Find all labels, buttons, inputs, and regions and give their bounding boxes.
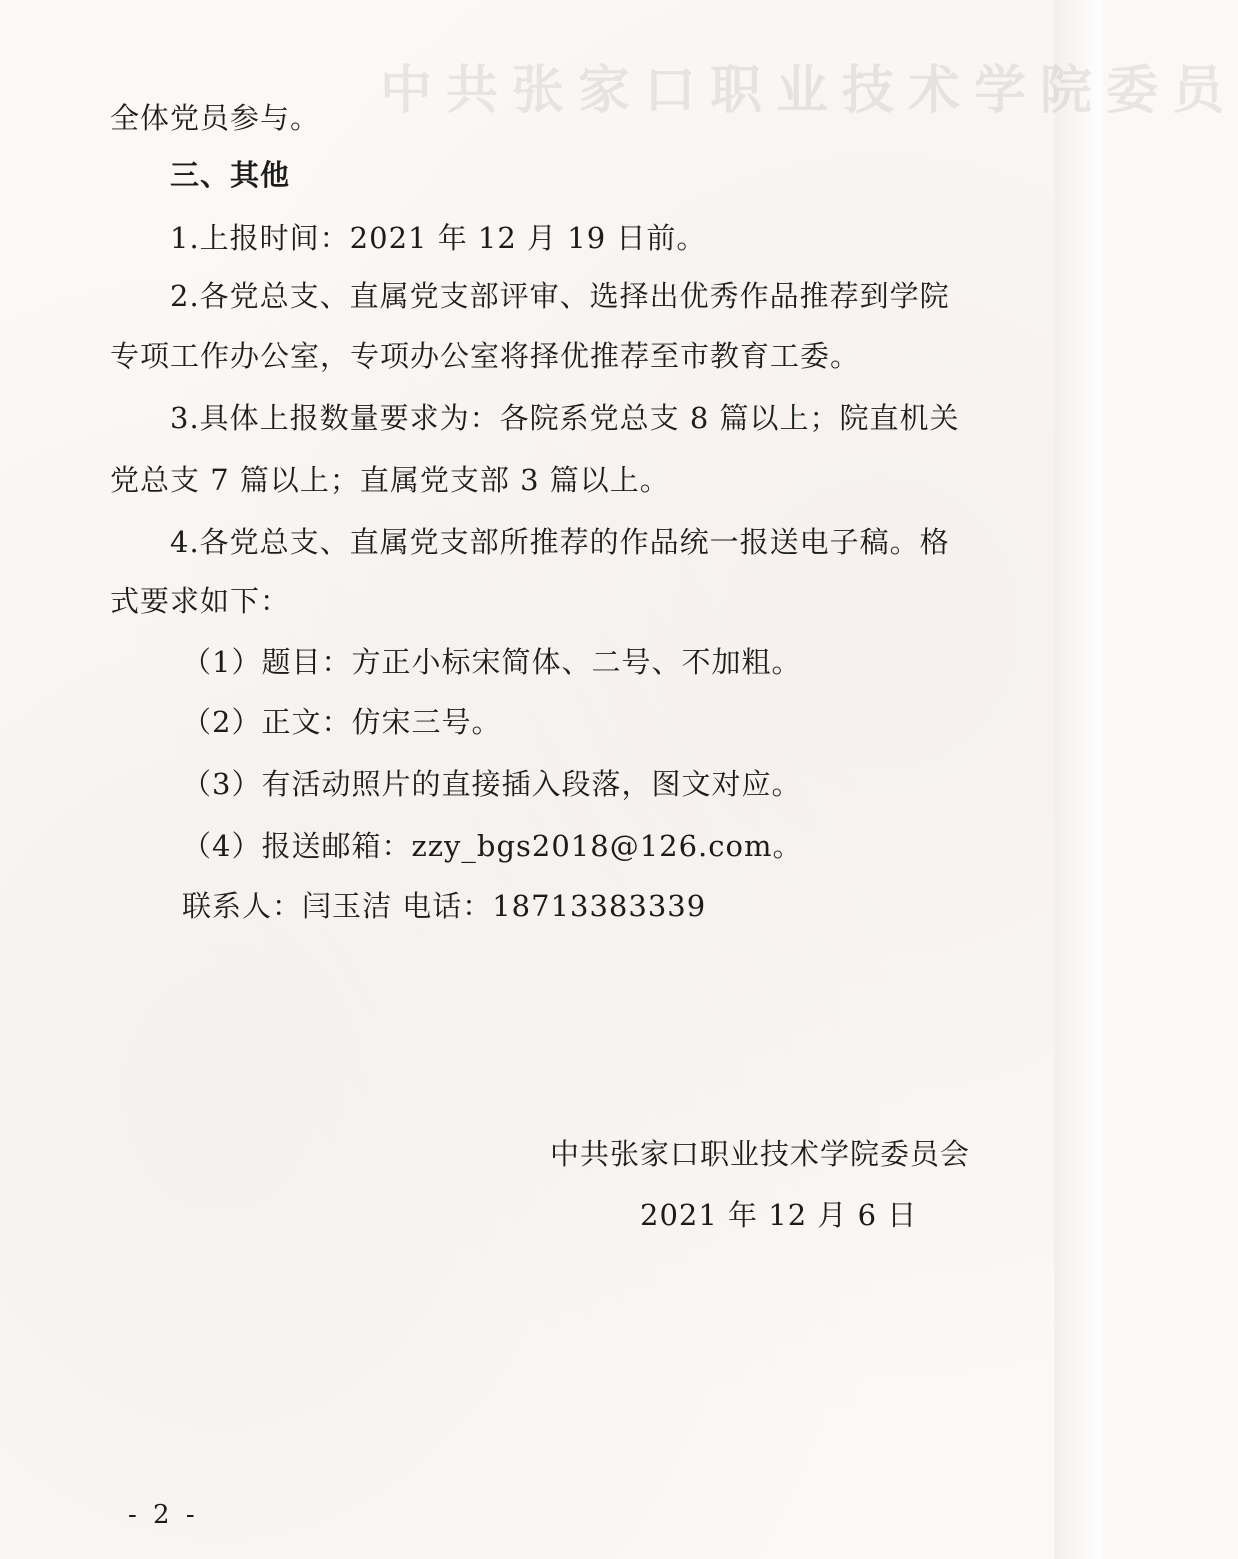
text-line: 党总支 7 篇以上；直属党支部 3 篇以上。 <box>110 463 670 497</box>
text-line: （4）报送邮箱：zzy_bgs2018@126.com。 <box>182 829 803 863</box>
text-line: 4.各党总支、直属党支部所推荐的作品统一报送电子稿。格 <box>170 525 950 559</box>
page-number: - 2 - <box>128 1500 199 1530</box>
text-line: 1.上报时间：2021 年 12 月 19 日前。 <box>170 221 707 255</box>
section-heading: 三、其他 <box>170 158 291 192</box>
text-line: 3.具体上报数量要求为：各院系党总支 8 篇以上；院直机关 <box>170 401 960 435</box>
text-line: 专项工作办公室，专项办公室将择优推荐至市教育工委。 <box>110 339 861 373</box>
contact-line: 联系人：闫玉洁 电话：18713383339 <box>182 889 707 923</box>
text-line: 2.各党总支、直属党支部评审、选择出优秀作品推荐到学院 <box>170 279 950 313</box>
text-line: 式要求如下： <box>110 584 291 618</box>
text-line: （2）正文：仿宋三号。 <box>182 705 502 739</box>
signature-date: 2021 年 12 月 6 日 <box>640 1198 918 1232</box>
text-line: 全体党员参与。 <box>110 101 321 135</box>
bleed-through-text: 中共张家口职业技术学院委员 <box>380 60 1238 121</box>
signature-organization: 中共张家口职业技术学院委员会 <box>550 1137 971 1171</box>
text-line: （1）题目：方正小标宋简体、二号、不加粗。 <box>182 645 802 679</box>
text-line: （3）有活动照片的直接插入段落，图文对应。 <box>182 767 802 801</box>
scan-edge <box>1054 0 1102 1559</box>
